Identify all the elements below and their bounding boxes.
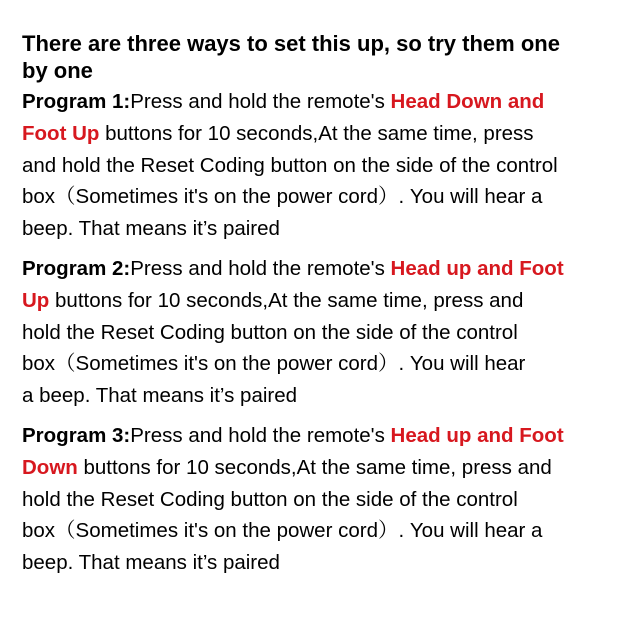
button-combo-highlight: Foot Up: [22, 121, 100, 145]
instruction-text: buttons for 10 seconds,At the same time, press and: [49, 288, 524, 312]
button-combo-highlight: Head up and Foot: [390, 256, 564, 280]
instruction-text: Press and hold the remote's: [130, 90, 391, 113]
program-line: beep. That means it’s paired: [22, 551, 280, 575]
program-line: box（Sometimes it's on the power cord）. You will hear: [22, 352, 526, 376]
program-line: box（Sometimes it's on the power cord）. You will hear a: [22, 519, 543, 543]
program-line: box（Sometimes it's on the power cord）. You will hear a: [22, 185, 543, 209]
program-line: [22, 452, 618, 484]
title-line: by one: [22, 58, 93, 83]
program-3-block: [22, 420, 618, 579]
program-line: beep. That means it’s paired: [22, 217, 280, 241]
instruction-text: Press and hold the remote's: [130, 423, 391, 447]
program-label: Program 3:: [22, 423, 131, 447]
program-1-block: [22, 86, 618, 245]
program-line: [22, 420, 618, 452]
instruction-text: Press and hold the remote's: [130, 256, 391, 280]
program-line: hold the Reset Coding button on the side of the control: [22, 487, 518, 511]
button-combo-highlight: Head up and Foot: [390, 423, 564, 447]
program-line: hold the Reset Coding button on the side of the control: [22, 320, 518, 344]
button-combo-highlight: Up: [22, 288, 50, 312]
program-line: [22, 253, 618, 285]
instruction-text: buttons for 10 seconds,At the same time, press: [99, 121, 534, 145]
program-line: [22, 285, 618, 317]
program-label: Program 2:: [22, 256, 131, 280]
program-label: Program 1:: [22, 90, 131, 113]
instructions-page: [22, 30, 618, 587]
program-line: a beep. That means it’s paired: [22, 384, 298, 408]
title-line: There are three ways to set this up, so try them one: [22, 31, 560, 56]
program-line: [22, 86, 618, 118]
program-line: [22, 118, 618, 150]
program-2-block: [22, 253, 618, 412]
page-title: [22, 30, 618, 84]
instruction-text: buttons for 10 seconds,At the same time, press and: [77, 455, 552, 479]
button-combo-highlight: Down: [22, 455, 78, 479]
program-line: and hold the Reset Coding button on the side of the control: [22, 153, 558, 177]
button-combo-highlight: Head Down and: [390, 90, 545, 113]
